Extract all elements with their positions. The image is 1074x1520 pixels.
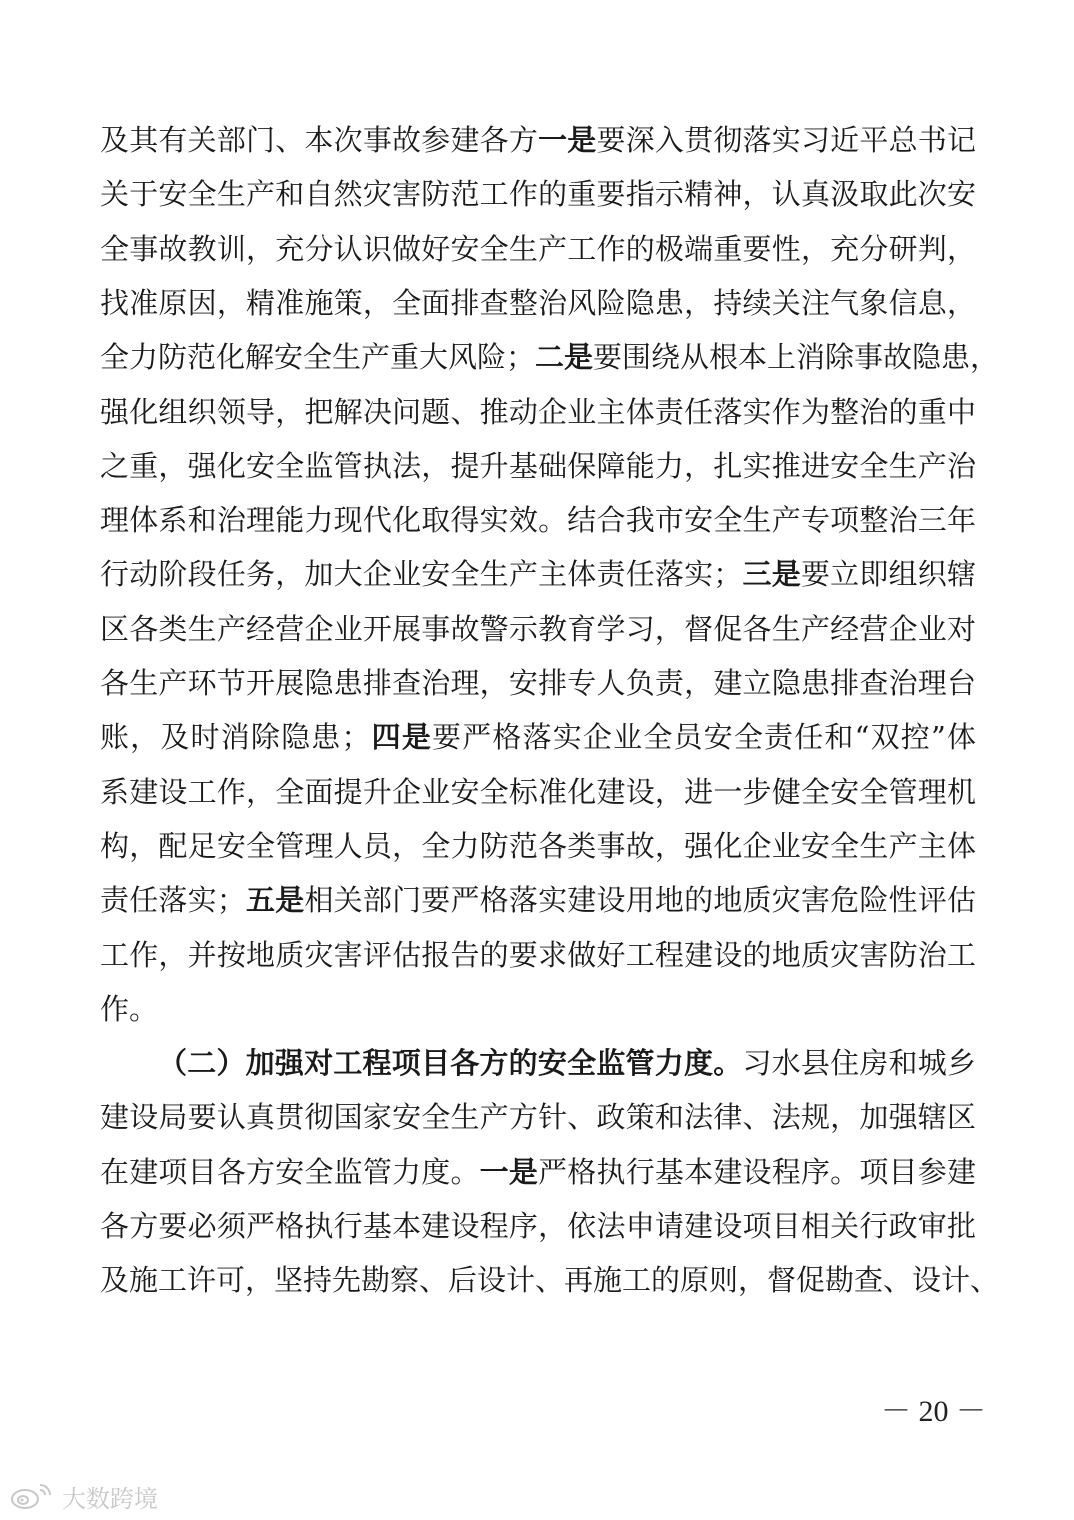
text-line [100,935,976,975]
text-run: 之重，强化安全监管执法，提升基础保障能力，扎实推进安全生产治 [100,448,976,483]
text-line [100,554,976,594]
text-run: 全事故教训，充分认识做好安全生产工作的极端重要性，充分研判， [100,231,976,266]
text-run: 在建项目各方安全监管力度。 [100,1154,480,1189]
text-run: 区各类生产经营企业开展事故警示教育学习，督促各生产经营企业对 [100,611,976,646]
text-run: 各生产环节开展隐患排查治理，安排专人负责，建立隐患排查治理台 [100,666,976,700]
emphasis-label: 三是 [742,557,801,592]
text-run: 全力防范化解安全生产重大风险； [100,340,536,375]
text-line [100,500,976,540]
page-number: － 20 － [881,1395,986,1428]
text-run: 各方要必须严格执行基本建设程序，依法申请建设项目相关行政审批 [100,1209,976,1243]
text-run: 找准原因，精准施策，全面排查整治风险隐患，持续关注气象信息， [100,285,976,320]
text-line [100,772,976,812]
text-line [100,1152,976,1192]
text-line [100,826,976,866]
text-run: 要严格落实企业全员安全责任和“双控”体 [432,720,976,755]
text-line [100,120,976,160]
emphasis-label: 四是 [370,720,433,755]
text-run: 工作，并按地质灾害评估报告的要求做好工程建设的地质灾害防治工 [100,937,976,972]
text-line [100,1206,976,1246]
section-heading: （二）加强对工程项目各方的安全监管力度。 [158,1046,743,1081]
text-run: 及其有关部门、本次事故参建各方 [100,123,539,157]
text-line [100,446,976,486]
text-run: 行动阶段任务，加大企业安全生产主体责任落实； [100,557,743,592]
watermark-text: 大数跨境 [62,1484,158,1513]
text-line [158,1043,976,1083]
text-line [100,609,976,649]
text-run: 责任落实； [100,883,246,918]
text-line [100,1260,1000,1300]
text-line [100,1097,976,1137]
text-line [100,337,1000,377]
text-line [100,880,976,920]
text-run: 要立即组织辖 [800,557,976,592]
text-run: 关于安全生产和自然灾害防范工作的重要指示精神，认真汲取此次安 [100,177,976,212]
text-run: 账，及时消除隐患； [100,720,371,755]
text-run: 相关部门要严格落实建设用地的地质灾害危险性评估 [304,883,976,918]
text-line [100,174,976,214]
text-run: 要围绕从根本上消除事故隐患， [593,340,1000,375]
text-line [100,717,976,757]
text-run: 作。 [100,991,159,1026]
text-run: 理体系和治理能力现代化取得实效。结合我市安全生产专项整治三年 [100,503,976,538]
text-run: 系建设工作，全面提升企业安全标准化建设，进一步健全安全管理机 [100,774,976,809]
text-line [100,229,976,269]
text-line [100,663,976,703]
text-line [100,283,976,323]
text-line [100,989,976,1029]
text-run: 构，配足安全管理人员，全力防范各类事故，强化企业安全生产主体 [100,828,976,863]
text-run: 强化组织领导，把解决问题、推动企业主体责任落实作为整治的重中 [100,394,976,429]
text-run: 习水县住房和城乡 [742,1046,976,1081]
watermark [10,1480,158,1512]
emphasis-label: 一是 [538,123,597,157]
text-run: 及施工许可，坚持先勘察、后设计、再施工的原则，督促勘查、设计、 [100,1263,1000,1298]
emphasis-label: 一是 [479,1154,539,1189]
text-run: 严格执行基本建设程序。项目参建 [538,1154,976,1189]
weibo-logo-icon [10,1481,56,1511]
emphasis-label: 五是 [245,883,305,918]
text-run: 建设局要认真贯彻国家安全生产方针、政策和法律、法规，加强辖区 [100,1100,976,1135]
text-run: 要深入贯彻落实习近平总书记 [596,123,976,157]
text-line [100,392,976,432]
emphasis-label: 二是 [535,340,594,375]
